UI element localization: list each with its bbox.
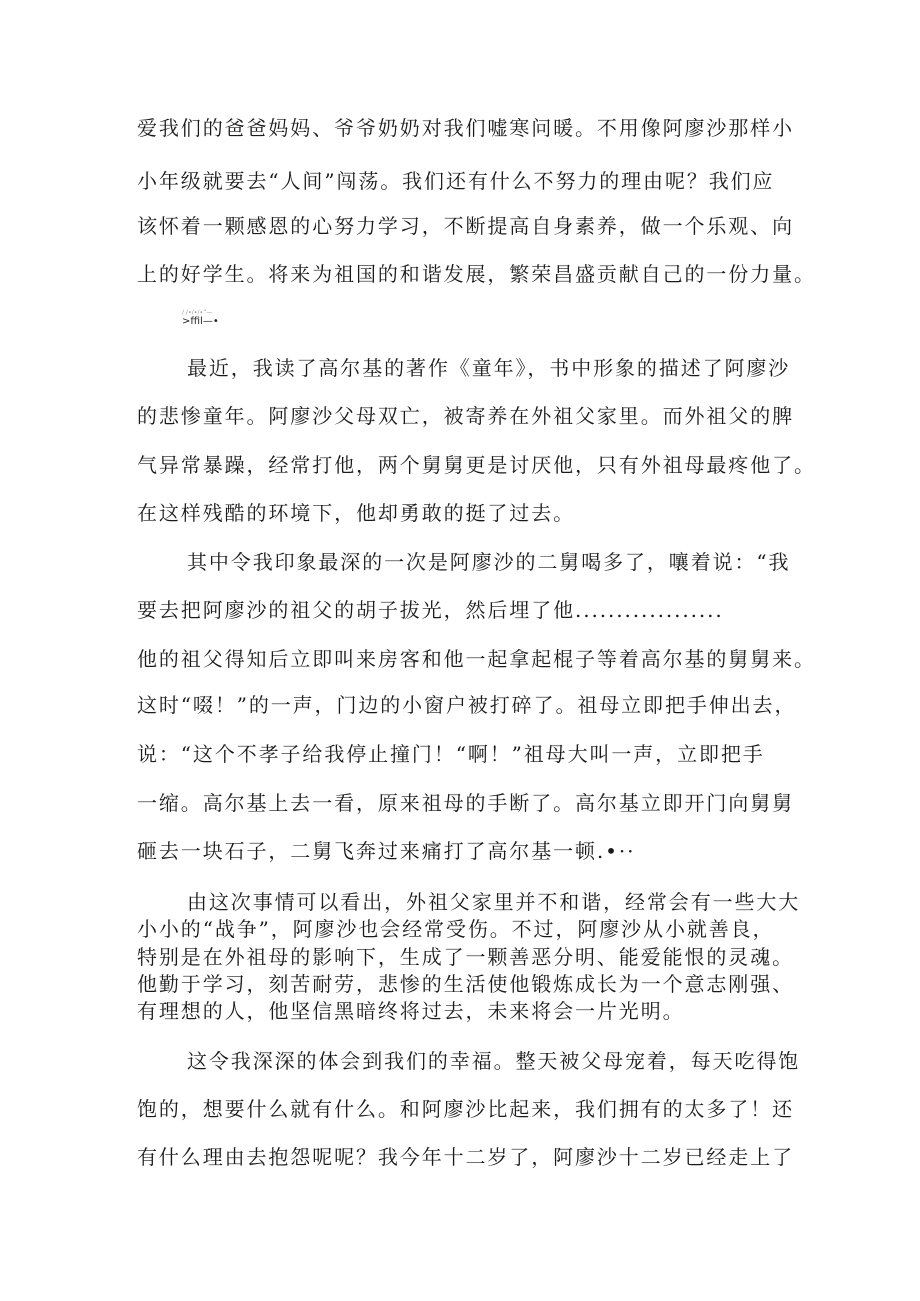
paragraph-3-line-1: 其中令我印象最深的一次是阿廖沙的二舅喝多了，嚷着说：“我 — [187, 550, 791, 574]
divider-mark-bottom: >ffil—• — [182, 316, 219, 327]
paragraph-3-line-4: 这时“啜！”的一声，门边的小窗户被打碎了。祖母立即把手伸出去， — [137, 693, 797, 717]
paragraph-4-line-1: 由这次事情可以看出，外祖父家里并不和谐，经常会有一些大大 — [187, 890, 801, 914]
paragraph-3-line-2: 要去把阿廖沙的祖父的胡子拔光，然后埋了他.................. — [137, 598, 724, 622]
paragraph-2-line-4: 在这样残酷的环境下，他却勇敢的挺了过去。 — [137, 501, 575, 525]
paragraph-3-line-3: 他的祖父得知后立即叫来房客和他一起拿起棍子等着高尔基的舅舅来。 — [137, 647, 816, 671]
paragraph-4-line-2: 小小的“战争”，阿廖沙也会经常受伤。不过，阿廖沙从小就善良， — [137, 917, 775, 941]
paragraph-3-line-6: 一缩。高尔基上去一看，原来祖母的手断了。高尔基立即开门向舅舅 — [137, 791, 794, 815]
divider-mark-top: ∕ ∕∙∕∙∕∙“— — [182, 309, 213, 316]
paragraph-1-line-3: 该怀着一颗感恩的心努力学习，不断提高自身素养，做一个乐观、向 — [137, 214, 794, 238]
paragraph-5-line-1: 这令我深深的体会到我们的幸福。整天被父母宠着，每天吃得饱 — [187, 1049, 801, 1073]
paragraph-3-line-5: 说：“这个不孝子给我停止撞门！“啊！”祖母大叫一声，立即把手 — [137, 742, 765, 766]
paragraph-3-line-7: 砸去一块石子，二舅飞奔过来痛打了高尔基一顿.•·· — [137, 839, 636, 863]
paragraph-2-line-2: 的悲惨童年。阿廖沙父母双亡，被寄养在外祖父家里。而外祖父的脾 — [137, 404, 794, 428]
paragraph-2-line-1: 最近，我读了高尔基的著作《童年》，书中形象的描述了阿廖沙 — [187, 356, 791, 380]
paragraph-5-line-3: 有什么理由去抱怨呢呢？我今年十二岁了，阿廖沙十二岁已经走上了 — [137, 1145, 794, 1169]
paragraph-5-line-2: 饱的，想要什么就有什么。和阿廖沙比起来，我们拥有的太多了！还 — [137, 1097, 794, 1121]
divider-mark — [182, 309, 219, 328]
paragraph-4-line-5: 有理想的人，他坚信黑暗终将过去，未来将会一片光明。 — [137, 999, 685, 1023]
paragraph-4-line-4: 他勤于学习，刻苦耐劳，悲惨的生活使他锻炼成长为一个意志刚强、 — [137, 972, 794, 996]
paragraph-1-line-4: 上的好学生。将来为祖国的和谐发展，繁荣昌盛贡献自己的一份力量。 — [137, 262, 816, 286]
paragraph-1-line-2: 小年级就要去“人间”闯荡。我们还有什么不努力的理由呢？我们应 — [137, 169, 775, 193]
paragraph-2-line-3: 气异常暴躁，经常打他，两个舅舅更是讨厌他，只有外祖母最疼他了。 — [137, 453, 816, 477]
paragraph-4-line-3: 特别是在外祖母的影响下，生成了一颗善恶分明、能爱能恨的灵魂。 — [137, 945, 794, 969]
paragraph-1-line-1: 爱我们的爸爸妈妈、爷爷奶奶对我们嘘寒问暖。不用像阿廖沙那样小 — [137, 116, 794, 140]
